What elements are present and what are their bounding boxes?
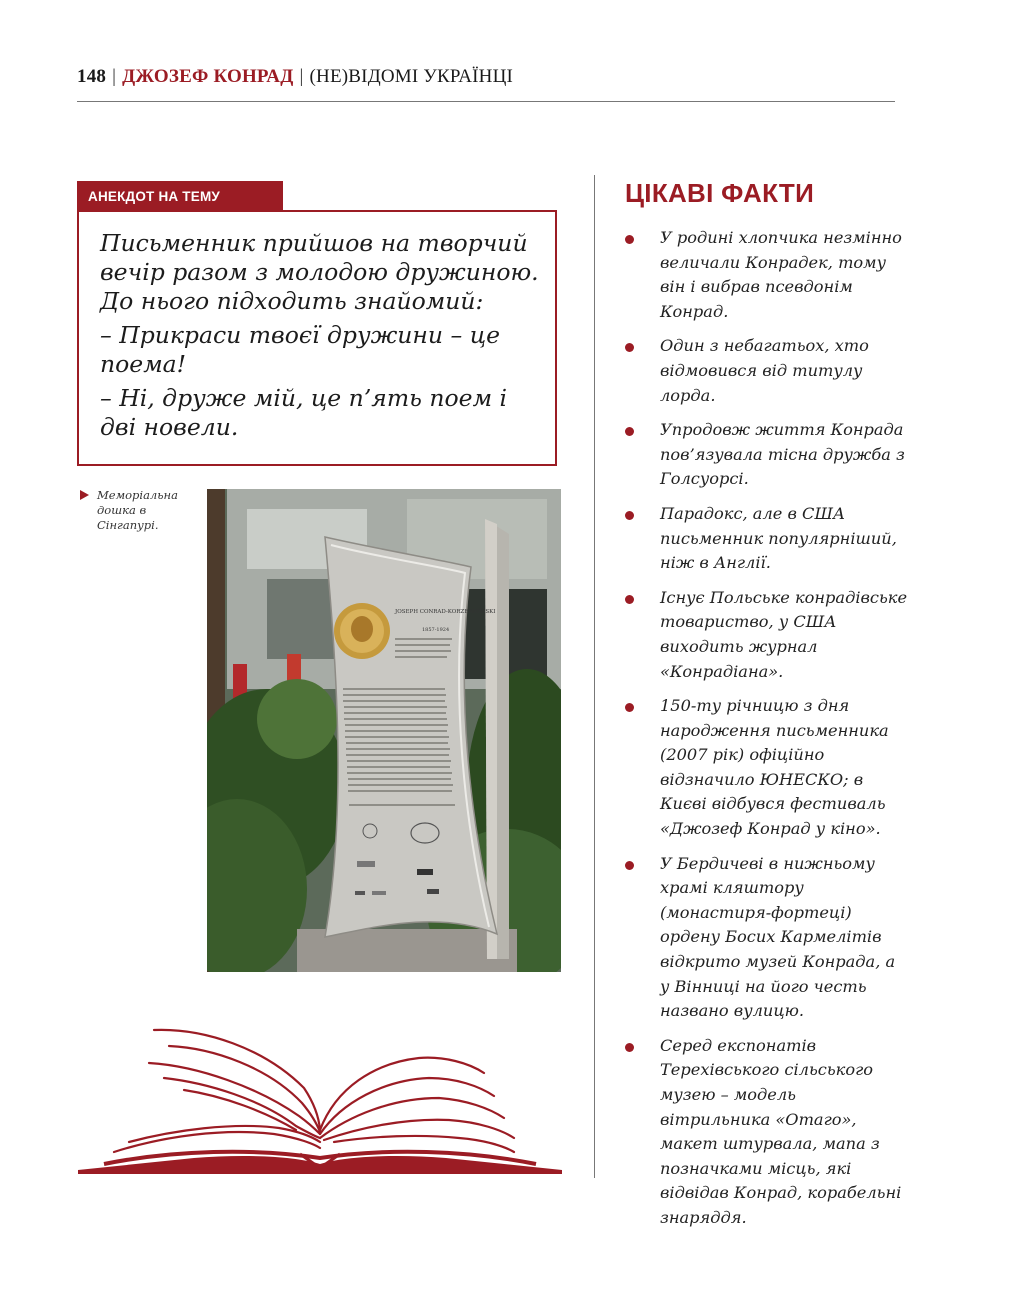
fact-text: У родині хлопчика незмінно величали Конрадек, тому він і вибрав псевдонім Конрад. bbox=[660, 228, 902, 321]
list-item bbox=[623, 226, 908, 324]
bullet-icon bbox=[625, 861, 634, 870]
anecdote-paragraph: – Ні, друже мій, це п’ять поем і дві новели. bbox=[100, 384, 508, 441]
fact-text: Парадокс, але в США письменник популярніший, ніж в Англії. bbox=[660, 503, 897, 573]
fact-text: Упродовж життя Конрада пов’язувала тісна дружба з Голсуорсі. bbox=[660, 420, 905, 489]
list-item bbox=[623, 502, 908, 576]
fact-text: 150-ту річницю з дня народження письменника (2007 рік) офіційно відзначило ЮНЕСКО; в Києві відбувся фестиваль «Джозеф Конрад у кіно». bbox=[660, 696, 889, 839]
bullet-icon bbox=[625, 595, 634, 604]
book-title: ДЖОЗЕФ КОНРАД bbox=[122, 66, 294, 87]
memorial-plaque-photo bbox=[207, 489, 561, 972]
bullet-icon bbox=[625, 343, 634, 352]
list-item bbox=[623, 852, 908, 1024]
list-item bbox=[623, 418, 908, 492]
list-item bbox=[623, 1034, 908, 1231]
fact-text: Існує Польське конрадівське товариство, у США виходить журнал «Конрадіана». bbox=[660, 587, 908, 681]
header-divider bbox=[77, 101, 895, 102]
anecdote-text bbox=[100, 229, 550, 447]
bullet-icon bbox=[625, 427, 634, 436]
facts-heading: ЦІКАВІ ФАКТИ bbox=[625, 178, 815, 208]
anecdote-paragraph: Письменник прийшов на творчий вечір разом з молодою дружиною. До нього підходить знайомий: bbox=[100, 229, 539, 315]
list-item bbox=[623, 334, 908, 408]
bullet-icon bbox=[625, 235, 634, 244]
anecdote-paragraph: – Прикраси твоєї дружини – це поема! bbox=[100, 321, 501, 378]
bullet-icon bbox=[625, 511, 634, 520]
facts-list bbox=[623, 226, 908, 1241]
header-separator: | bbox=[299, 66, 304, 87]
column-divider bbox=[594, 175, 595, 1178]
series-title: (НЕ)ВІДОМІ УКРАЇНЦІ bbox=[309, 66, 514, 87]
bullet-icon bbox=[625, 1043, 634, 1052]
page-number: 148 bbox=[77, 66, 107, 87]
plaque-years: 1857-1924 bbox=[422, 627, 450, 633]
fact-text: Один з небагатьох, хто відмовився від титулу лорда. bbox=[660, 336, 869, 405]
photo-caption: Меморіальна дошка в Сінгапурі. bbox=[97, 488, 178, 532]
anecdote-tag: АНЕКДОТ НА ТЕМУ bbox=[77, 181, 283, 211]
fact-text: Серед експонатів Терехівського сільського музею – модель вітрильника «Отаго», макет штурвала, мапа з позначками місць, які відвідав Конрад, корабельні знаряддя. bbox=[660, 1035, 902, 1227]
running-header bbox=[77, 66, 895, 88]
fact-text: У Бердичеві в нижньому храмі кляштору (монастиря-фортеці) ордену Босих Кармелітів відкрито музей Конрада, а у Вінниці на його честь названо вулицю. bbox=[660, 853, 896, 1021]
list-item bbox=[623, 694, 908, 842]
plaque-name: JOSEPH CONRAD-KORZENIOWSKI bbox=[395, 609, 496, 615]
bullet-icon bbox=[625, 703, 634, 712]
list-item bbox=[623, 586, 908, 684]
header-separator: | bbox=[112, 66, 117, 87]
caption-arrow-icon bbox=[80, 490, 89, 500]
open-book-icon bbox=[74, 1018, 566, 1178]
